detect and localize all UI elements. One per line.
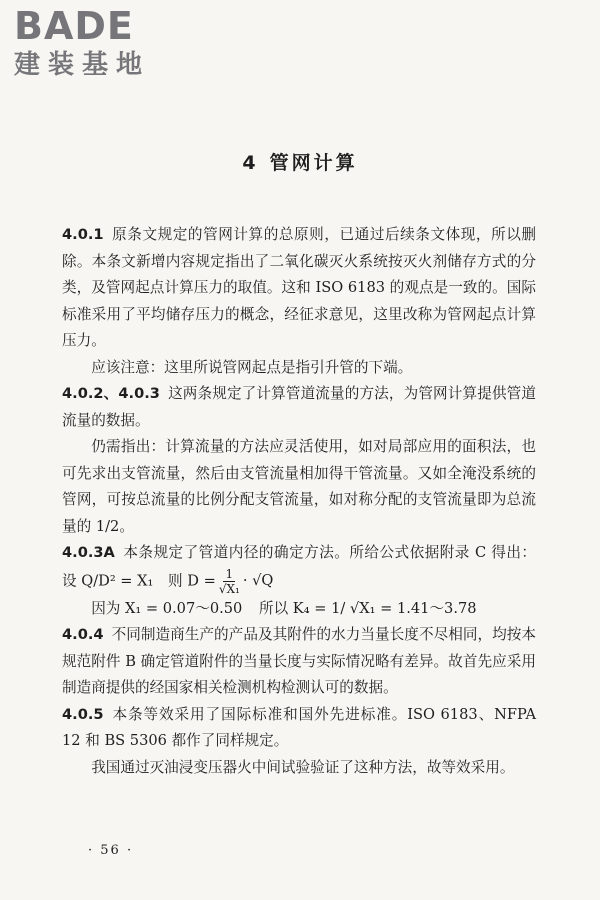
page-number: · 56 · [88, 843, 134, 858]
clause-number: 4.0.3A [62, 544, 115, 561]
chapter-title [0, 148, 600, 175]
clause-number: 4.0.1 [62, 226, 104, 243]
formula-range-line [62, 596, 536, 623]
note-paragraph: 仍需指出：计算流量的方法应灵活使用，如对局部应用的面积法，也可先求出支管流量，然后由支管流量相加得干管流量。又如全淹没系统的管网，可按总流量的比例分配支管流量，如对称分配的支管流量即为总流量的 1/2。 [62, 438, 536, 535]
clause-4-0-4 [62, 622, 536, 702]
clause-text: 原条文规定的管网计算的总原则，已通过后续条文体现，所以删除。本条文新增内容规定指出了二氧化碳灭火系统按灭火剂储存方式的分类，及管网起点计算压力的取值。这和 ISO 6183 的观点是一致的。国际标准采用了平均储存压力的概念，经征求意见，这里改称为管网起点计算压力。 [62, 226, 536, 349]
formula-given: 因为 X₁ = 0.07～0.50 [91, 599, 243, 617]
clause-4-0-3a [62, 540, 536, 596]
clause-4-0-1 [62, 222, 536, 355]
formula-denominator: √X₁ [218, 581, 240, 596]
document-body [62, 222, 536, 781]
clause-number: 4.0.2、4.0.3 [62, 385, 160, 402]
clause-text: 这两条规定了计算管道流量的方法，为管网计算提供管道流量的数据。 [62, 385, 536, 429]
clause-text: 本条等效采用了国际标准和国外先进标准。ISO 6183、NFPA 12 和 BS 5306 都作了同样规定。 [62, 705, 536, 749]
bade-logo [14, 4, 150, 80]
chapter-number: 4 [242, 152, 256, 174]
logo-wordmark: BADE [14, 4, 134, 48]
clause-number: 4.0.4 [62, 626, 104, 643]
clause-text: 本条规定了管道内径的确定方法。所给公式依据附录 C 得出：设 Q/D² = X₁ 则 D = [62, 544, 536, 589]
note-paragraph: 我国通过灭油浸变压器火中间试验验证了这种方法，故等效采用。 [91, 758, 515, 776]
note-paragraph: 应该注意：这里所说管网起点是指引升管的下端。 [91, 358, 413, 376]
clause-text: 不同制造商生产的产品及其附件的水力当量长度不尽相同，均按本规范附件 B 确定管道附件的当量长度与实际情况略有差异。故首先应采用制造商提供的经国家相关检测机构检测认可的数据。 [62, 626, 536, 696]
logo-subtitle: 建装基地 [14, 50, 151, 80]
formula-result: 所以 K₄ = 1/ √X₁ = 1.41～3.78 [258, 599, 477, 617]
clause-4-0-5 [62, 702, 536, 755]
formula-fraction [219, 567, 240, 596]
chapter-name: 管网计算 [269, 152, 358, 174]
formula-numerator: 1 [225, 566, 234, 581]
diameter-formula [216, 567, 274, 596]
clause-4-0-2 [62, 381, 536, 434]
clause-number: 4.0.5 [62, 705, 104, 723]
formula-tail: · √Q [242, 571, 274, 589]
